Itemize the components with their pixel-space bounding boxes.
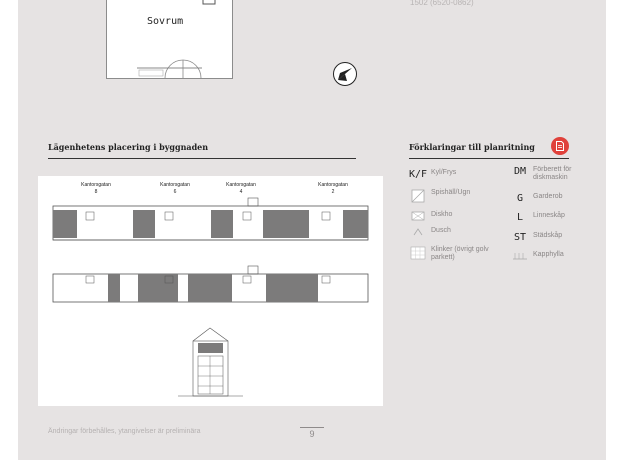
door-swing-drawing (107, 0, 232, 78)
legend-item-spishall (409, 189, 470, 206)
legend-label: Kyl/Frys (431, 169, 457, 176)
legend-item-linneskap (511, 212, 565, 223)
legend-item-diskmaskin (511, 166, 583, 182)
apartment-code: 1502 (6520-0862) (410, 0, 474, 7)
legend-symbol: ST (513, 232, 527, 243)
floor-plan-fragment (106, 0, 233, 79)
pdf-icon[interactable] (551, 137, 569, 155)
page-number: 9 (300, 427, 324, 439)
legend-item-kylfrys (409, 169, 456, 180)
street-num-3: 4 (239, 189, 243, 195)
street-num-4: 2 (331, 189, 335, 195)
legend-item-klinker (409, 246, 506, 263)
street-label-2: Kantorsgatan (160, 182, 190, 188)
coat-rack-icon (511, 251, 529, 264)
stove-icon (409, 189, 427, 206)
legend-item-diskho (409, 211, 452, 224)
street-label-1: Kantorsgatan (81, 182, 111, 188)
legend-label: Förberett för diskmaskin (533, 166, 572, 181)
legend-item-dusch (409, 227, 451, 240)
legend-title: Förklaringar till planritning (409, 142, 569, 159)
shower-icon (409, 227, 427, 240)
legend-item-stadskap (511, 232, 562, 243)
street-label-4: Kantorsgatan (318, 182, 348, 188)
legend-symbol: L (516, 212, 524, 223)
legend-item-garderob (511, 193, 563, 204)
legend-label: Diskho (431, 211, 453, 218)
legend-symbol: K/F (409, 169, 428, 180)
brochure-page (18, 0, 606, 460)
legend-label: Garderob (533, 193, 563, 200)
sink-icon (409, 211, 427, 224)
street-label-3: Kantorsgatan (226, 182, 256, 188)
legend-symbol: DM (513, 166, 527, 177)
room-label: Sovrum (147, 16, 184, 27)
building-placement-drawing (38, 176, 383, 406)
legend-label: Klinker (övrigt golv parkett) (431, 246, 489, 261)
building-elevations (38, 176, 383, 406)
disclaimer-note: Ändringar förbehålles, ytangivelser är preliminära (48, 428, 201, 435)
placement-title: Lägenhetens placering i byggnaden (48, 142, 356, 159)
legend-symbol: G (516, 193, 524, 204)
street-num-1: 8 (94, 189, 98, 195)
legend-item-kapphylla (511, 251, 564, 264)
legend-label: Städskåp (533, 232, 563, 239)
legend-label: Dusch (431, 227, 451, 234)
tile-icon (409, 246, 427, 263)
legend-label: Kapphylla (533, 251, 564, 258)
north-arrow-icon (332, 61, 358, 92)
legend-label: Spishäll/Ugn (431, 189, 471, 196)
legend-label: Linneskåp (533, 212, 565, 219)
street-num-2: 6 (173, 189, 177, 195)
